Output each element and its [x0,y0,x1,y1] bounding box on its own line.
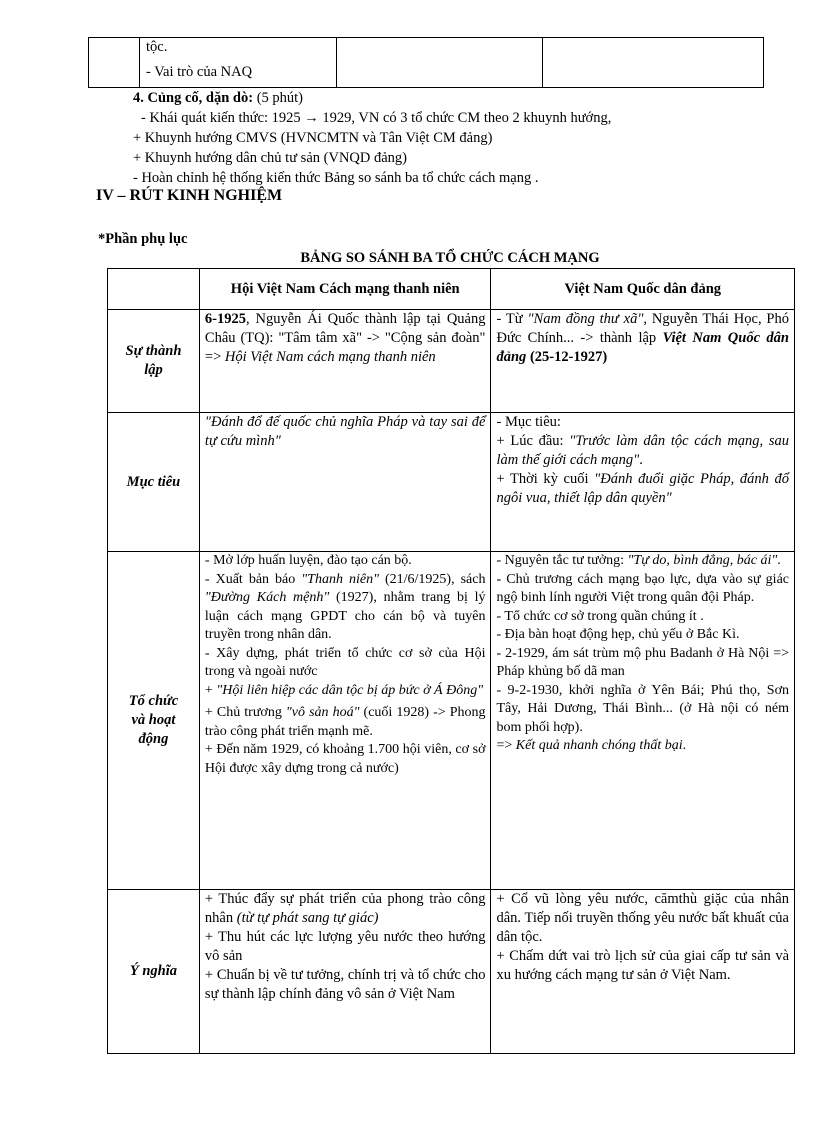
goal-vnqdd-line-3 [496,470,789,508]
goal-late-quote: "Đánh đuổi giặc Pháp, đánh đổ ngôi vua, thiết lập dân quyền" [496,471,789,506]
org-vnqdd-p1-a: - Nguyên tắc tư tưởng: [496,553,628,568]
consolidation-line-3: + Khuynh hướng dân chủ tư sản (VNQD đảng) [133,150,407,166]
row-organization [108,552,795,890]
founding-vnqdd-date: (25-12-1927) [526,349,608,365]
row-founding [108,310,795,413]
org-p5-c: (cuối 1928) -> Phong trào công phát triển mạnh mẽ. [204,705,486,739]
meaning-hvncmtn-cell [199,890,491,1054]
meaning-hvncmtn-p2: + Thu hút các lực lượng yêu nước theo hướng vô sản [204,929,486,964]
founding-date: 6-1925 [204,311,247,327]
comparison-table [107,268,795,1054]
org-vnqdd-cell [491,552,795,890]
meaning-hvncmtn-p3: + Chuẩn bị về tư tưởng, chính trị và tổ chức cho sự thành lập chính đảng vô sản ở Việt Nam [204,967,486,1002]
founding-hvncmtn-cell [199,310,491,413]
row-meaning [108,890,795,1054]
founding-vnqdd-text-1: - Từ [496,311,528,327]
org-vnqdd-result: Kết quả nhanh chóng thất bại [515,738,683,753]
org-vnqdd-p7-a: => [496,738,516,753]
org-hvncmtn-p3: - Xây dựng, phát triển tổ chức cơ sở của Hội trong và ngoài nước [204,645,486,679]
org-hvncmtn-p4 [205,682,486,701]
fragment-cell-2 [140,38,337,88]
meaning-vnqdd-cell [491,890,795,1054]
row-label-meaning: Ý nghĩa [108,890,200,1054]
consolidation-heading [133,89,733,108]
fragment-cell-4 [543,38,764,88]
section-iv-heading: IV – RÚT KINH NGHIỆM [96,187,283,204]
meaning-p1-a: + Thúc đẩy sự phát triển của phong trào công nhân [204,891,486,926]
founding-vnqdd-party: Việt Nam Quốc dân đảng [496,330,789,365]
org-p4-a: + [204,682,217,698]
meaning-vnqdd-p1: + Cổ vũ lòng yêu nước, cămthù giặc của nhân dân. Tiếp nối truyền thống yêu nước bất khuất của dân tộc. [496,891,789,945]
org-p4-league: "Hội liên hiệp các dân tộc bị áp bức ở Á Đông" [216,682,484,698]
org-p2-book: "Đường Kách mệnh" [204,590,330,605]
fragment-line-1: tộc. [146,39,168,55]
org-hvncmtn-p6: + Đến năm 1929, có khoảng 1.700 hội viên, cơ sở Hội được xây dựng trong cả nước) [204,742,486,776]
org-hvncmtn-p1: - Mở lớp huấn luyện, đào tạo cán bộ. [204,553,412,568]
table-title: BẢNG SO SÁNH BA TỔ CHỨC CÁCH MẠNG [300,250,600,266]
goal-early-quote: "Trước làm dân tộc cách mạng, sau làm thế giới cách mạng" [496,433,790,468]
founding-hvncmtn-text: , Nguyễn Ái Quốc thành lập tại Quảng Châu (TQ): "Tâm tâm xã" -> "Cộng sản đoàn" => [204,311,486,365]
goal-hvncmtn-cell [199,413,491,552]
consolidation-line-1: - Khái quát kiến thức: 1925 → 1929, VN có 3 tổ chức CM theo 2 khuynh hướng, [141,110,612,126]
org-p2-a: - Xuất bản báo [204,571,302,587]
org-hvncmtn-p5 [205,704,486,741]
meaning-hvncmtn-p1 [205,890,486,928]
meaning-vnqdd-p2: + Chấm dứt vai trò lịch sử của giai cấp tư sản và xu hướng cách mạng tư sản ở Việt Nam. [496,948,789,983]
previous-table-fragment [88,37,764,88]
org-p2-newspaper: "Thanh niên" [301,571,379,587]
goal-late-label: + Thời kỳ cuối [496,471,595,487]
org-vnqdd-p4: - Địa bàn hoạt động hẹp, chủ yếu ở Bắc Kì. [496,627,740,642]
header-empty-cell [108,269,200,310]
org-p5-proletarianize: "vô sản hoá" [285,705,360,720]
consolidation-line-2: + Khuynh hướng CMVS (HVNCMTN và Tân Việt CM đảng) [133,130,493,146]
org-vnqdd-p1-c: . [777,553,781,568]
column-header-vnqdd: Việt Nam Quốc dân đảng [491,269,795,310]
founding-vnqdd-text-2: , Nguyễn Thái Học, Phó Đức Chính... -> thành lập [496,311,789,346]
consolidation-line-4: - Hoàn chỉnh hệ thống kiến thức Bảng so sánh ba tổ chức cách mạng . [133,170,539,186]
row-label-founding: Sự thành lập [108,310,200,413]
fragment-cell-3 [337,38,543,88]
goal-early-period: . [639,452,643,468]
goal-early-label: + Lúc đầu: [496,433,570,449]
appendix-label: *Phần phụ lục [98,231,188,247]
org-p2-c: (21/6/1925), sách [378,571,486,587]
founding-vnqdd-cell [491,310,795,413]
fragment-cell-1 [89,38,140,88]
org-hvncmtn-cell [199,552,491,890]
org-vnqdd-p6: - 9-2-1930, khởi nghĩa ở Yên Bái; Phú thọ, Sơn Tây, Hải Dương, Thái Bình... (ở Hà nội có ném bom phối hợp). [496,682,789,735]
founding-vnqdd-source: "Nam đồng thư xã" [527,311,644,327]
goal-vnqdd-cell [491,413,795,552]
org-vnqdd-p3: - Tổ chức cơ sở trong quần chúng ít . [496,608,704,624]
consolidation-heading-time: (5 phút) [253,90,303,106]
consolidation-heading-bold: 4. Củng cố, dặn dò: [133,90,254,106]
row-label-goal: Mục tiêu [108,413,200,552]
column-header-hvncmtn: Hội Việt Nam Cách mạng thanh niên [199,269,491,310]
row-label-organization: Tổ chức và hoạt động [108,552,200,890]
org-p5-a: + Chủ trương [204,705,286,720]
founding-hvncmtn-result: Hội Việt Nam cách mạng thanh niên [224,349,436,365]
org-vnqdd-principle: "Tự do, bình đẳng, bác ái" [627,553,778,568]
row-goal [108,413,795,552]
org-vnqdd-p1 [496,552,789,571]
org-vnqdd-p7 [496,737,789,756]
meaning-p1-note: (từ tự phát sang tự giác) [236,910,379,926]
org-p2-e: (1927), nhằm trang bị lý luận cách mạng GPDT cho cán bộ và tuyên truyền trong nhân dân. [204,590,486,642]
goal-hvncmtn-quote: "Đánh đổ đế quốc chủ nghĩa Pháp và tay sai để tự cứu mình" [204,414,486,449]
org-vnqdd-p2: - Chủ trương cách mạng bạo lực, dựa vào sự giác ngộ binh lính người Việt trong quân đội Pháp. [496,571,789,605]
goal-vnqdd-line-2 [496,432,789,470]
goal-vnqdd-line-1: - Mục tiêu: [496,414,561,430]
org-vnqdd-p7-c: . [682,738,687,753]
org-vnqdd-p5: - 2-1929, ám sát trùm mộ phu Badanh ở Hà Nội => Pháp khủng bố dã man [496,645,789,679]
org-hvncmtn-p2 [205,571,486,645]
consolidation-section [133,89,733,188]
fragment-line-2: - Vai trò của NAQ [146,64,253,80]
